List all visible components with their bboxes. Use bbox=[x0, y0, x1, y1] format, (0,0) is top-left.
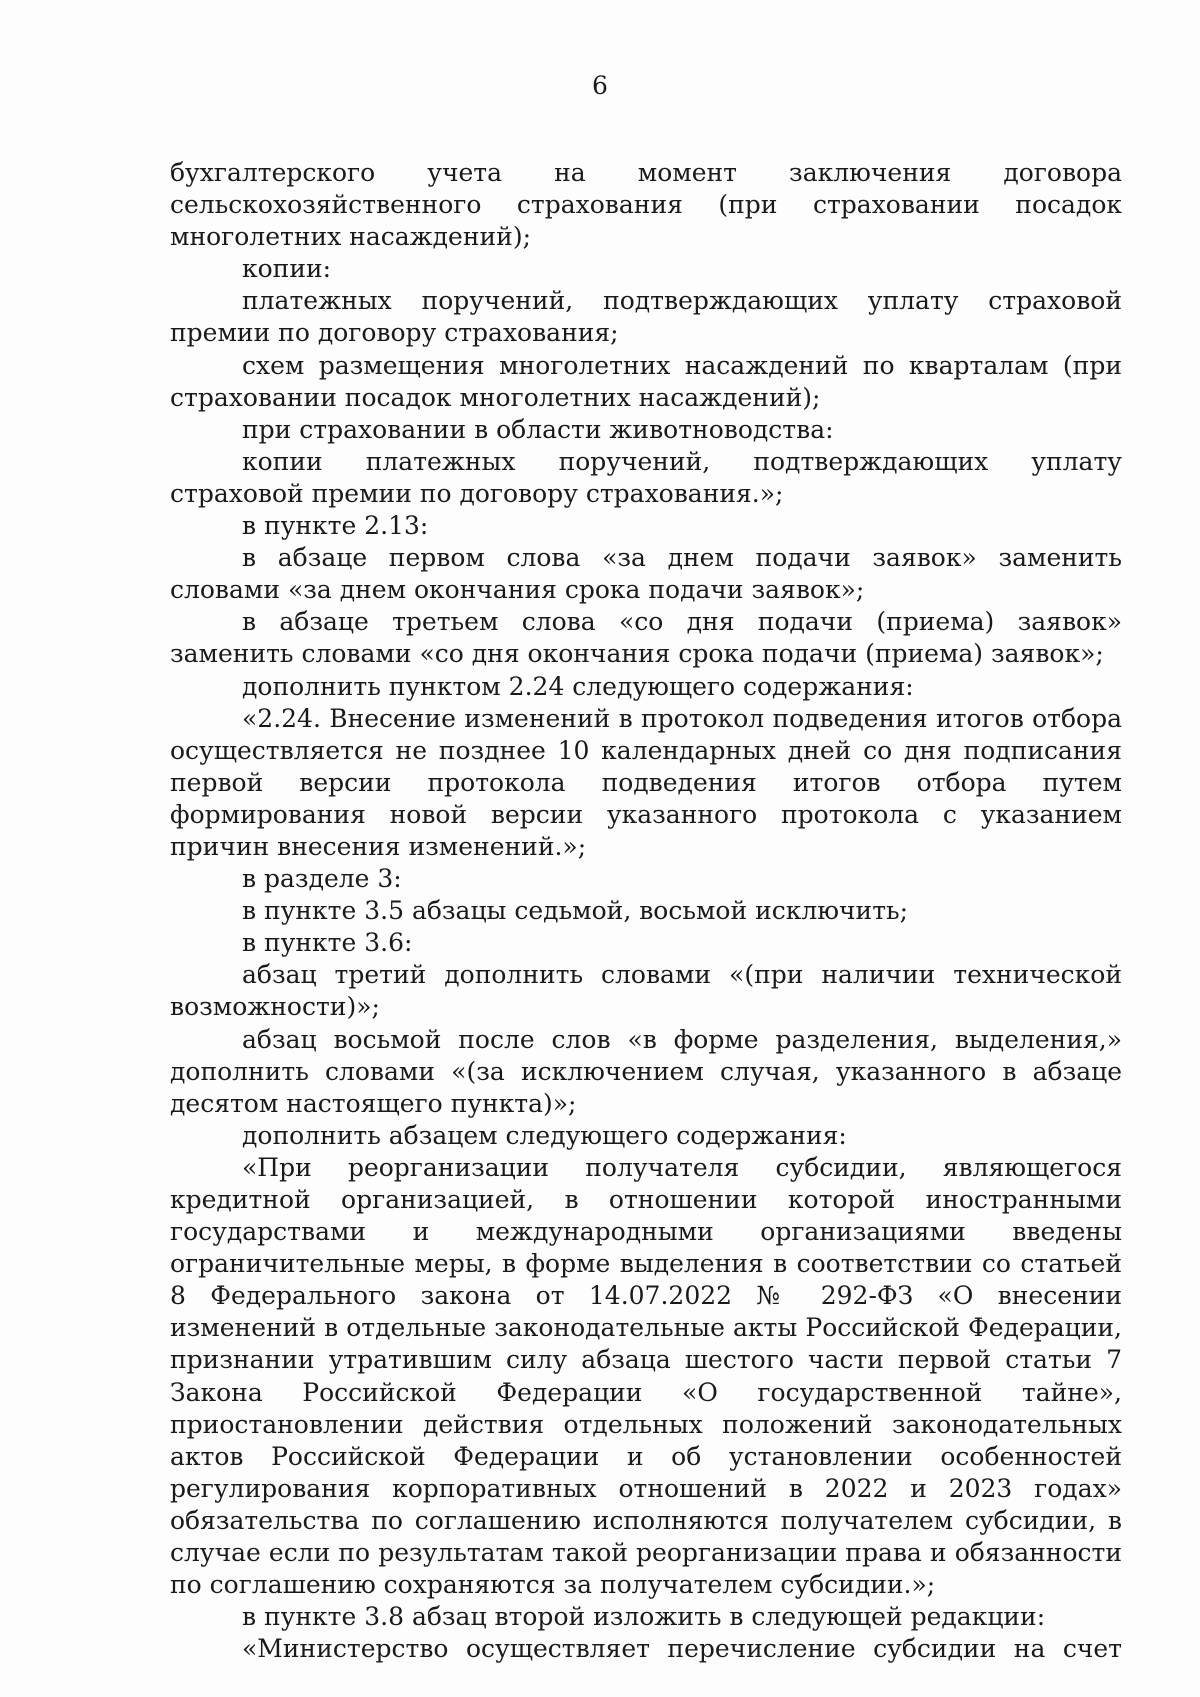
document-body bbox=[170, 157, 1122, 1665]
paragraph: в разделе 3: bbox=[242, 864, 402, 894]
paragraph: в пункте 3.5 абзацы седьмой, восьмой исключить; bbox=[242, 896, 909, 926]
page-number: 6 bbox=[592, 71, 608, 100]
paragraph: при страховании в области животноводства: bbox=[242, 414, 834, 444]
paragraph: в абзаце первом слова «за днем подачи заявок» заменить словами «за днем окончания срока подачи заявок»; bbox=[170, 543, 1122, 605]
paragraph: бухгалтерского учета на момент заключения договора сельскохозяйственного страхования (при страховании посадок многолетних насаждений); bbox=[170, 158, 1122, 252]
paragraph: в абзаце третьем слова «со дня подачи (приема) заявок» заменить словами «со дня окончания срока подачи (приема) заявок»; bbox=[170, 607, 1122, 669]
paragraph: в пункте 3.6: bbox=[242, 928, 413, 958]
paragraph: «Министерство осуществляет перечисление субсидии на счет bbox=[242, 1634, 1122, 1664]
paragraph: в пункте 2.13: bbox=[242, 511, 429, 541]
paragraph: копии платежных поручений, подтверждающих уплату страховой премии по договору страхования.»; bbox=[170, 446, 1122, 508]
paragraph: дополнить пунктом 2.24 следующего содержания: bbox=[242, 671, 914, 701]
paragraph: платежных поручений, подтверждающих уплату страховой премии по договору страхования; bbox=[170, 286, 1122, 348]
paragraph: дополнить абзацем следующего содержания: bbox=[242, 1120, 847, 1150]
paragraph: «При реорганизации получателя субсидии, являющегося кредитной организацией, в отношении которой иностранными государствами и международными организациями введены ограничительные меры, в форме выделения в соответствии со статьей 8 Федерального закона от 14.07.2022 № 292-ФЗ «О внесении изменений в отдельные законодательные акты Российской Федерации, признании утратившим силу абзаца шестого части первой статьи 7 Закона Российской Федерации «О государственной тайне», приостановлении действия отдельных положений законодательных актов Российской Федерации и об установлении особенностей регулирования корпоративных отношений в 2022 и 2023 годах» обязательства по соглашению исполняются получателем субсидии, в случае если по результатам такой реорганизации права и обязанности по соглашению сохраняются за получателем субсидии.»; bbox=[170, 1152, 1122, 1600]
paragraph: копии: bbox=[242, 254, 332, 284]
paragraph: абзац восьмой после слов «в форме разделения, выделения,» дополнить словами «(за исключением случая, указанного в абзаце десятом настоящего пункта)»; bbox=[170, 1024, 1122, 1118]
paragraph: «2.24. Внесение изменений в протокол подведения итогов отбора осуществляется не позднее 10 календарных дней со дня подписания первой версии протокола подведения итогов отбора путем формирования новой версии указанного протокола с указанием причин внесения изменений.»; bbox=[170, 703, 1122, 861]
paragraph: схем размещения многолетних насаждений по кварталам (при страховании посадок многолетних насаждений); bbox=[170, 350, 1122, 412]
paragraph: абзац третий дополнить словами «(при наличии технической возможности)»; bbox=[170, 960, 1122, 1022]
paragraph: в пункте 3.8 абзац второй изложить в следующей редакции: bbox=[242, 1602, 1046, 1632]
